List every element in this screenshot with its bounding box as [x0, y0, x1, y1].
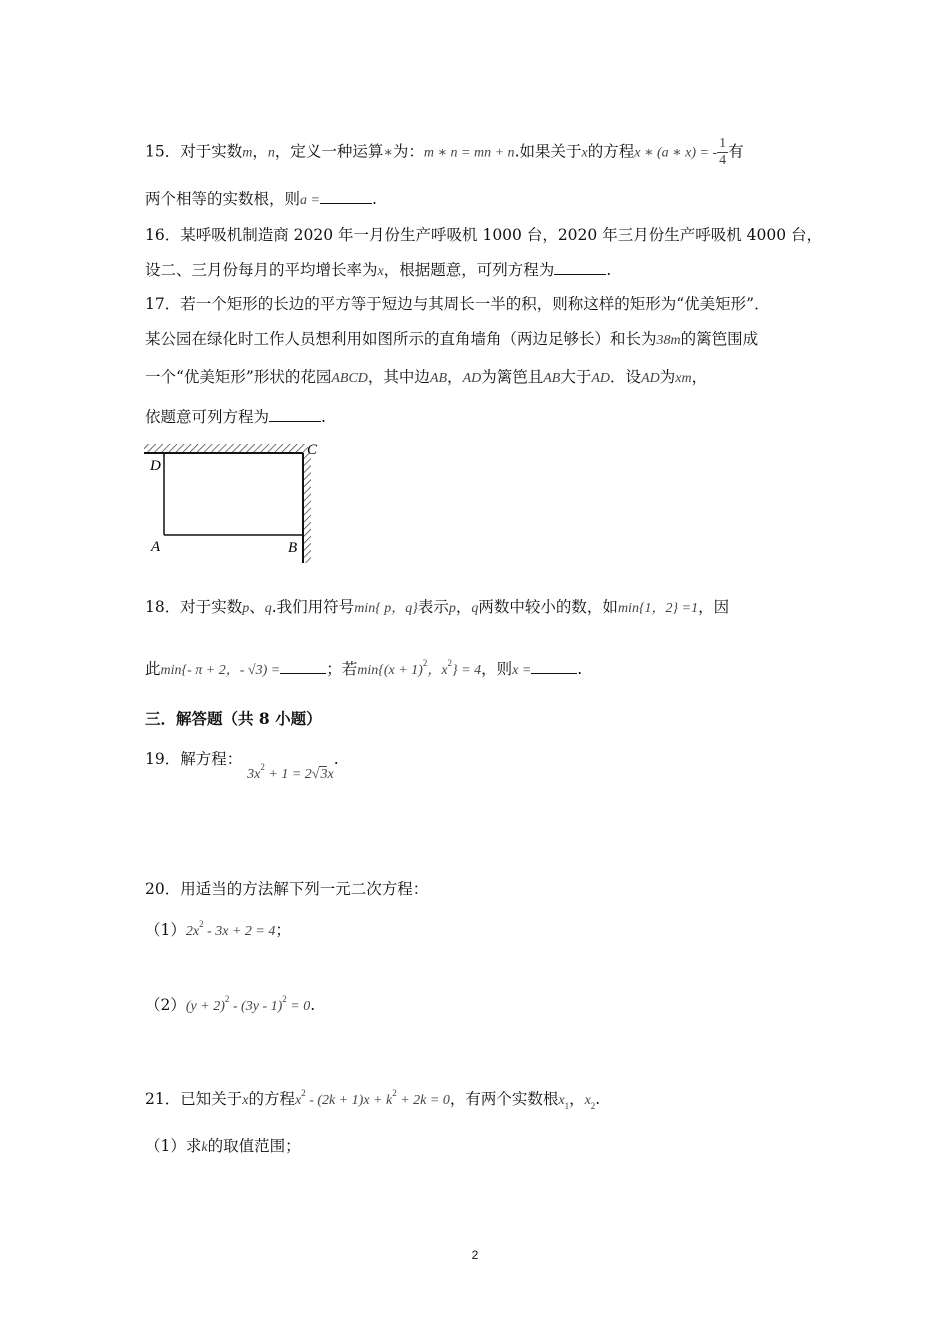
- q21-sub1: （1）求k的取值范围；: [145, 1137, 301, 1155]
- answer-blank: [320, 189, 372, 204]
- answer-blank: [531, 659, 577, 674]
- q15-line2: 两个相等的实数根，则a = .: [145, 190, 377, 208]
- q18-line1: 18．对于实数p、q.我们用符号min{ p，q}表示p，q两数中较小的数，如min{1，2} =1，因: [145, 598, 730, 616]
- answer-blank: [269, 407, 321, 422]
- right-wall-hatch: [303, 453, 311, 563]
- q20-part2: $(2)(y + 2)^2 - (3y - 1)^2 = 0$.: [145, 994, 316, 1014]
- q20-label: 20．用适当的方法解下列一元二次方程：: [145, 880, 429, 898]
- top-wall-hatch: [144, 444, 308, 453]
- label-a: A: [151, 539, 161, 555]
- answer-blank: [554, 260, 606, 275]
- q16-line1: 16．某呼吸机制造商 2020 年一月份生产呼吸机 1000 台，2020 年三月份生产呼吸机 4000 台，: [145, 226, 822, 244]
- q19-equation: $3x^2 + 1 = 2√3x$: [247, 762, 334, 782]
- corner-fence-figure: [140, 438, 330, 568]
- q17-line2: 某公园在绿化时工作人员想利用如图所示的直角墙角（两边足够长）和长为38m的篱笆围成: [145, 330, 759, 348]
- q16-line2: 设二、三月份每月的平均增长率为x，根据题意，可列方程为 .: [145, 261, 612, 279]
- q17-line3: 一个“优美矩形”形状的花园ABCD，其中边AB，AD为篱笆且AB大于AD．设AD为xm，: [145, 368, 708, 386]
- label-d: D: [150, 458, 161, 474]
- q19: 19．解方程： $3x^2 + 1 = 2√3x$.: [145, 750, 339, 782]
- q17-line4: 依题意可列方程为 .: [145, 408, 326, 426]
- q21-line1: 21．已知关于x的方程$x^2 - (2k + 1)x + k^2 + 2k = 0$，有两个实数根$x_1$，$x_2$.: [145, 1088, 601, 1111]
- q20-part1: $(1)2x^2 - 3x + 2 = 4$；: [145, 919, 291, 939]
- fraction-one-quarter: $\frac{1}{4}$: [719, 136, 727, 168]
- q18-line2: 此min{- π + 2，- √3) = ；若$\min\{(x + 1)^2$，$x^2\} = 4$，则x = .: [145, 658, 583, 678]
- q17-line1: 17．若一个矩形的长边的平方等于短边与其周长一半的积，则称这样的矩形为“优美矩形”．: [145, 295, 770, 313]
- section-heading: 三．解答题（共 8 小题）: [145, 709, 322, 728]
- answer-blank: [280, 659, 326, 674]
- label-b: B: [288, 540, 298, 556]
- page-number: 2: [471, 1248, 479, 1262]
- q15-line1: 15．对于实数m，n，定义一种运算∗为：m ∗ n = mn + n.如果关于x的方程x ∗ (a ∗ x) = - $\frac{1}{4}$ 有: [145, 136, 744, 168]
- label-c: C: [307, 442, 318, 458]
